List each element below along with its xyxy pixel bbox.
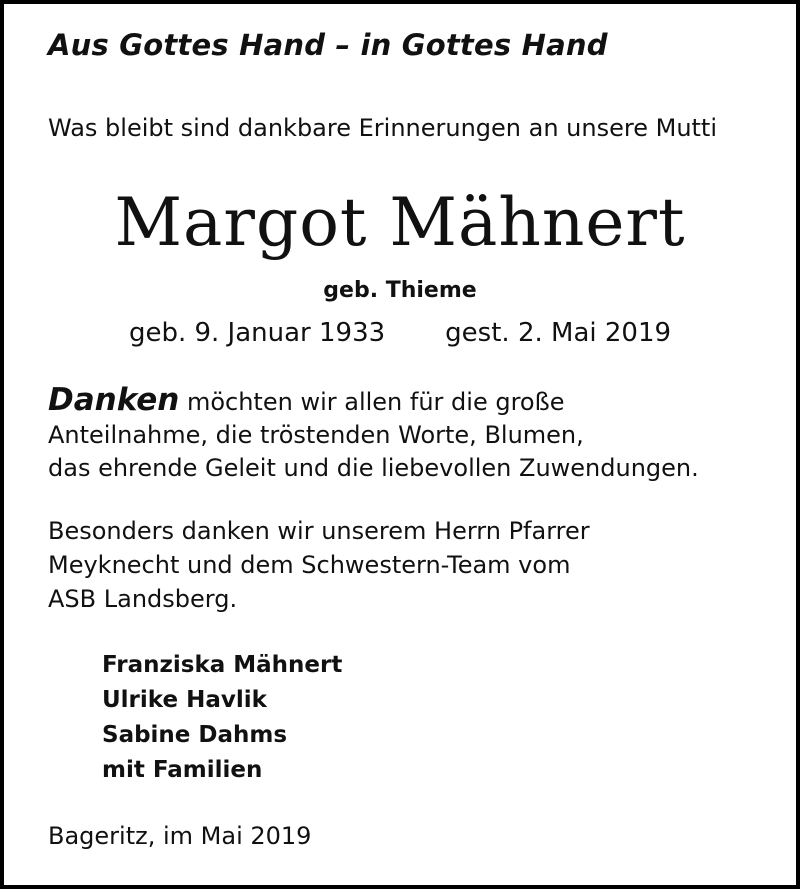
thanks-lead-word: Danken	[48, 382, 180, 418]
signer-name: Franziska Mähnert	[102, 652, 343, 678]
thanks-paragraph	[48, 384, 699, 485]
special-thanks-line: Meyknecht und dem Schwestern-Team vom	[48, 551, 571, 579]
signer-name: Ulrike Havlik	[102, 687, 267, 713]
motto-heading: Aus Gottes Hand – in Gottes Hand	[48, 28, 608, 62]
thanks-line-3: das ehrende Geleit und die liebevollen Zuwendungen.	[48, 454, 699, 482]
signers-list	[102, 648, 342, 788]
special-thanks-line: ASB Landsberg.	[48, 585, 238, 613]
special-thanks-paragraph	[48, 514, 590, 616]
thanks-line-1	[48, 384, 699, 419]
death-date: gest. 2. Mai 2019	[445, 318, 672, 348]
intro-text: Was bleibt sind dankbare Erinnerungen an unsere Mutti	[48, 114, 718, 142]
maiden-name: geb. Thieme	[323, 278, 477, 303]
signer-name: Sabine Dahms	[102, 722, 288, 748]
deceased-name: Margot Mähnert	[114, 184, 686, 261]
place-and-date: Bageritz, im Mai 2019	[48, 822, 312, 850]
special-thanks-line: Besonders danken wir unserem Herrn Pfarrer	[48, 517, 590, 545]
life-dates	[4, 318, 796, 348]
thanks-line-2: Anteilnahme, die tröstenden Worte, Blumen,	[48, 421, 584, 449]
signer-families: mit Familien	[102, 757, 263, 783]
birth-date: geb. 9. Januar 1933	[128, 318, 386, 348]
thanks-line-1-rest: möchten wir allen für die große	[179, 388, 565, 416]
